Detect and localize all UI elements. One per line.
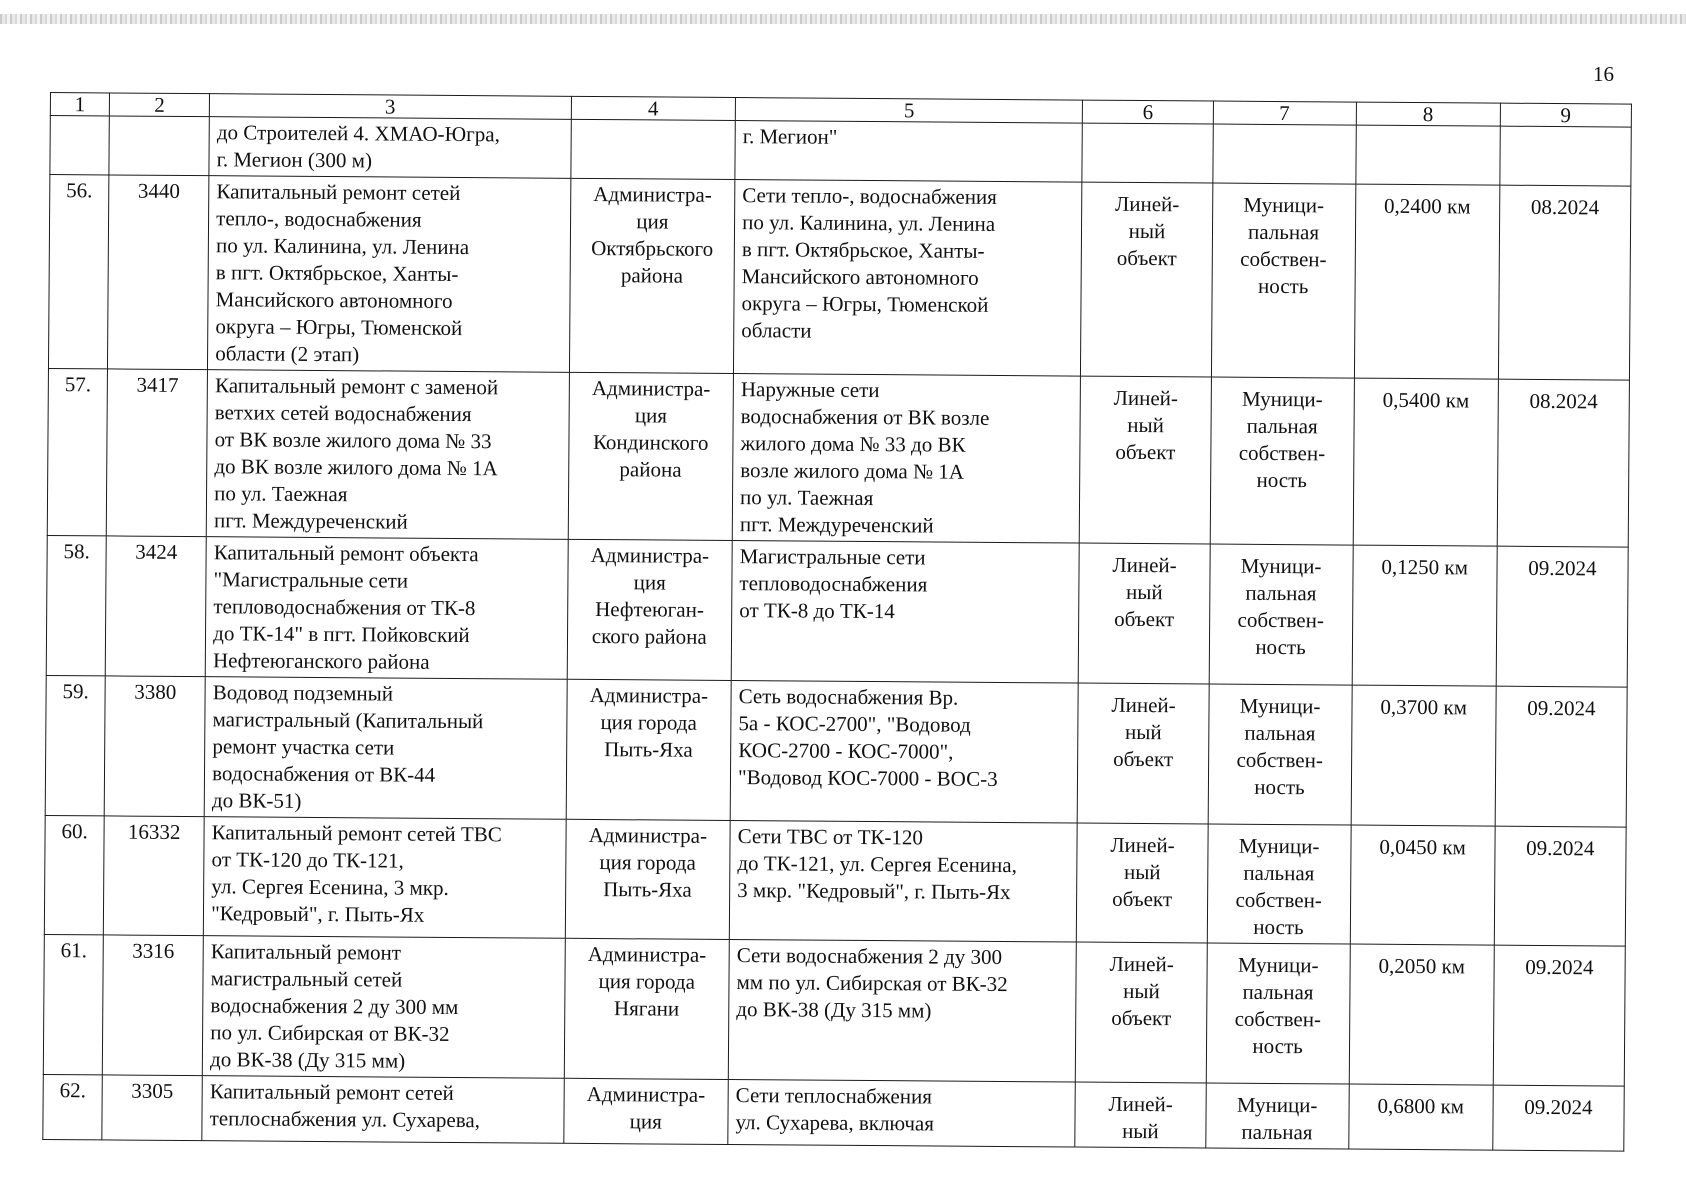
- row-number-cell: 57.: [47, 368, 107, 535]
- table-row: [43, 934, 1625, 1086]
- length-cell: 0,3700 км: [1351, 685, 1496, 826]
- table-row: [48, 175, 1630, 381]
- date-cell: 09.2024: [1493, 945, 1625, 1086]
- object-cell: Сети водоснабжения 2 ду 300 мм по ул. Сибирская от ВК-32 до ВК-38 (Ду 315 мм): [728, 940, 1076, 1083]
- object-cell: г. Мегион": [735, 121, 1083, 183]
- customer-cell: Администра- ция города Пыть-Яха: [566, 679, 732, 820]
- object-cell: Сети теплоснабжения ул. Сухарева, включая: [728, 1079, 1076, 1147]
- length-cell: 0,5400 км: [1353, 378, 1498, 546]
- object-code-cell: 3417: [106, 369, 207, 537]
- object-code-cell: 3316: [102, 935, 203, 1076]
- objects-table: [42, 92, 1632, 1152]
- project-cell: Капитальный ремонт магистральный сетей водоснабжения 2 ду 300 мм по ул. Сибирская от ВК-32 до ВК-38 (Ду 315 мм): [202, 936, 564, 1079]
- table-row: [47, 368, 1629, 547]
- date-cell: 08.2024: [1497, 379, 1630, 547]
- project-cell: Капитальный ремонт с заменой ветхих сетей водоснабжения от ВК возле жилого дома № 33 до ВК возле жилого дома № 1А по ул. Таежная пгт. Междуреченский: [206, 370, 569, 540]
- object-type-cell: Линей- ный: [1075, 1082, 1206, 1148]
- project-cell: до Строителей 4. ХМАО-Югра, г. Мегион (300 м): [209, 117, 571, 179]
- length-cell: 0,2400 км: [1354, 184, 1500, 379]
- document-sheet: [42, 92, 1632, 1152]
- column-header: 5: [735, 98, 1083, 124]
- object-code-cell: 16332: [103, 816, 204, 936]
- date-cell: 08.2024: [1498, 185, 1631, 380]
- length-cell: 0,2050 км: [1349, 944, 1494, 1085]
- object-type-cell: Линей- ный объект: [1077, 823, 1208, 943]
- project-cell: Капитальный ремонт сетей тепло-, водоснабжения по ул. Калинина, ул. Ленина в пгт. Октябрьское, Ханты- Мансийского автономного округа – Югры, Тюменской области (2 этап): [208, 176, 571, 373]
- customer-cell: Администра- ция Нефтеюган- ского района: [567, 539, 733, 680]
- object-type-cell: Линей- ный объект: [1079, 543, 1210, 684]
- row-number-cell: 59.: [45, 675, 105, 815]
- row-number-cell: 56.: [48, 175, 109, 369]
- column-header: 8: [1356, 102, 1500, 126]
- date-cell: 09.2024: [1495, 686, 1627, 827]
- object-type-cell: Линей- ный объект: [1081, 182, 1213, 377]
- ownership-cell: Муници- пальная собствен- ность: [1211, 183, 1355, 378]
- row-number-cell: 61.: [43, 934, 103, 1074]
- project-cell: Капитальный ремонт сетей теплоснабжения ул. Сухарева,: [202, 1076, 564, 1144]
- ownership-cell: Муници- пальная собствен- ность: [1206, 943, 1350, 1084]
- customer-cell: Администра- ция Кондинского района: [568, 372, 734, 540]
- ownership-cell: Муници- пальная: [1205, 1083, 1349, 1149]
- object-type-cell: Линей- ный объект: [1076, 942, 1207, 1083]
- project-cell: Капитальный ремонт сетей ТВС от ТК-120 до ТК-121, ул. Сергея Есенина, 3 мкр. "Кедровый", г. Пыть-Ях: [203, 817, 565, 939]
- object-code-cell: 3440: [108, 175, 209, 370]
- column-header: 9: [1500, 103, 1631, 127]
- ownership-cell: Муници- пальная собствен- ность: [1207, 824, 1351, 944]
- date-cell: 09.2024: [1496, 546, 1628, 687]
- row-number-cell: 62.: [43, 1074, 103, 1139]
- length-cell: 0,6800 км: [1348, 1084, 1493, 1150]
- column-header: 6: [1083, 100, 1213, 124]
- column-header: 4: [571, 96, 736, 120]
- column-header: 1: [50, 93, 109, 116]
- ownership-cell: Муници- пальная собствен- ность: [1210, 377, 1354, 545]
- length-cell: 0,1250 км: [1352, 545, 1497, 686]
- customer-cell: Администра- ция: [563, 1078, 728, 1144]
- object-type-cell: Линей- ный объект: [1078, 683, 1209, 824]
- customer-cell: Администра- ция города Нягани: [564, 938, 730, 1079]
- ownership-cell: Муници- пальная собствен- ность: [1209, 544, 1353, 685]
- table-row: [44, 815, 1626, 946]
- page-number: 16: [1593, 62, 1614, 86]
- customer-cell: Администра- ция города Пыть-Яха: [565, 819, 730, 939]
- customer-cell: Администра- ция Октябрьского района: [569, 178, 735, 373]
- object-code-cell: 3305: [102, 1075, 202, 1141]
- object-cell: Магистральные сети тепловодоснабжения от ТК-8 до ТК-14: [731, 541, 1079, 684]
- table-row: [45, 675, 1627, 827]
- object-cell: Сети ТВС от ТК-120 до ТК-121, ул. Сергея Есенина, 3 мкр. "Кедровый", г. Пыть-Ях: [729, 821, 1077, 943]
- length-cell: 0,0450 км: [1350, 825, 1495, 945]
- object-cell: Сеть водоснабжения Вр. 5а - КОС-2700", "Водовод КОС-2700 - КОС-7000", "Водовод КОС-7000 - ВОС-3: [730, 681, 1078, 824]
- object-cell: Сети тепло-, водоснабжения по ул. Калинина, ул. Ленина в пгт. Октябрьское, Ханты- Мансийского автономного округа – Югры, Тюменской области: [734, 180, 1083, 377]
- column-header: 7: [1213, 101, 1356, 125]
- table-row: [46, 535, 1628, 687]
- column-header: 2: [109, 93, 209, 117]
- row-number-cell: 60.: [44, 815, 104, 934]
- project-cell: Водовод подземный магистральный (Капитальный ремонт участка сети водоснабжения от ВК-44 до ВК-51): [204, 677, 566, 820]
- column-header: 3: [209, 94, 571, 120]
- project-cell: Капитальный ремонт объекта "Магистральные сети тепловодоснабжения от ТК-8 до ТК-14" в пгт. Пойковский Нефтеюганского района: [205, 537, 567, 680]
- scan-edge: [0, 14, 1686, 24]
- ownership-cell: Муници- пальная собствен- ность: [1208, 684, 1352, 825]
- object-cell: Наружные сети водоснабжения от ВК возле жилого дома № 33 до ВК возле жилого дома № 1А по ул. Таежная пгт. Междуреченский: [732, 374, 1081, 544]
- object-code-cell: 3424: [105, 536, 206, 677]
- date-cell: 09.2024: [1494, 826, 1626, 946]
- row-number-cell: 58.: [46, 535, 106, 675]
- object-type-cell: Линей- ный объект: [1080, 376, 1211, 544]
- object-code-cell: 3380: [104, 676, 205, 817]
- table-row: [43, 1074, 1624, 1151]
- date-cell: 09.2024: [1492, 1085, 1624, 1151]
